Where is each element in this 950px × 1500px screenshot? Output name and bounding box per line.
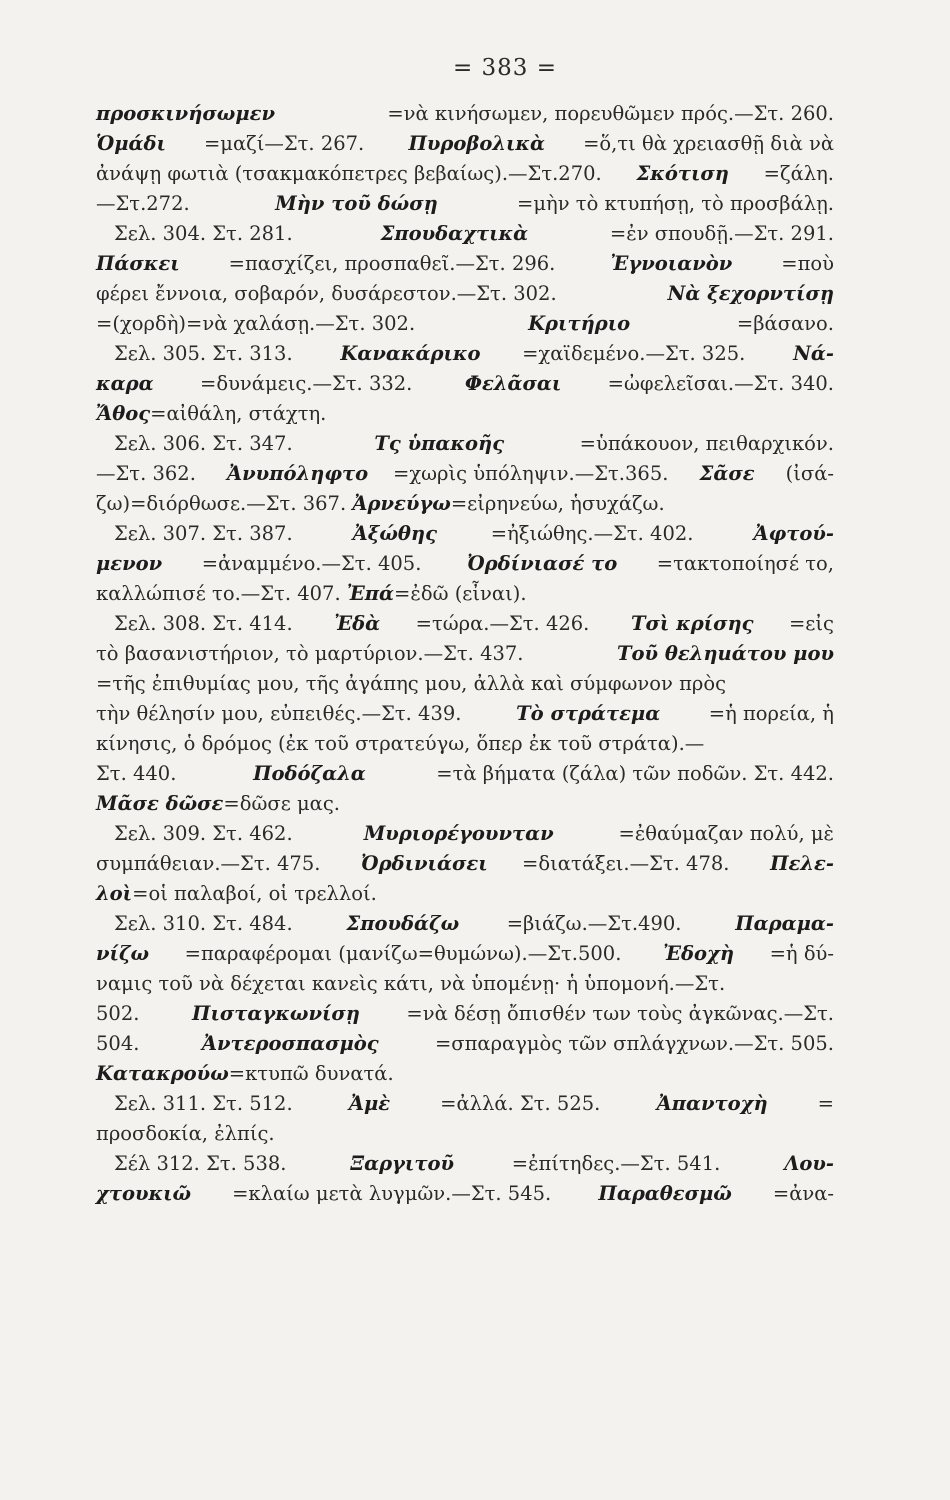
definition-text: =τακτοποίησέ το, [656, 552, 834, 575]
text-line [96, 969, 834, 999]
glossary-term: μενον [96, 552, 163, 575]
text-line [96, 429, 834, 459]
definition-text: (ἰσά- [779, 462, 834, 485]
definition-text: =χαϊδεμένο.—Στ. 325. [522, 342, 752, 365]
definition-text: =κτυπῶ δυνατά. [228, 1062, 394, 1085]
definition-text: =εἰρηνεύω, ἡσυχάζω. [450, 492, 665, 515]
text-line [96, 519, 834, 549]
definition-text: =δυνάμεις.—Στ. 332. [199, 372, 419, 395]
definition-text: τὸ βασανιστήριον, τὸ μαρτύριον.—Στ. 437. [96, 642, 530, 665]
text-line [96, 999, 834, 1029]
definition-text: =ἐδῶ (εἶναι). [394, 582, 527, 605]
definition-text: =δῶσε μας. [223, 792, 340, 815]
definition-text: ἀνάψῃ φωτιὰ (τσακμακόπετρες βεβαίως).—Στ.270. [96, 162, 602, 185]
text-line [96, 459, 834, 489]
glossary-term: Σκότιση [636, 162, 729, 185]
definition-text: =νὰ δέσῃ ὄπισθέν των τοὺς ἀγκῶνας.—Στ. [406, 1002, 834, 1025]
definition-text: =χωρὶς ὑπόληψιν.—Στ.365. [393, 462, 675, 485]
text-line [96, 549, 834, 579]
text-line [96, 489, 834, 519]
glossary-term: Ἐπά [346, 582, 395, 605]
glossary-term: Παραμα- [735, 912, 834, 935]
text-line [96, 1179, 834, 1209]
definition-text: 502. [96, 1002, 146, 1025]
document-page [96, 55, 834, 1209]
text-line [96, 399, 834, 429]
definition-text: =βιάζω.—Στ.490. [506, 912, 688, 935]
text-line [96, 279, 834, 309]
glossary-term: Μυριορέγουνταν [363, 822, 554, 845]
text-line [96, 219, 834, 249]
glossary-term: Ὀρδινιάσει [361, 852, 488, 875]
glossary-term: Παραθεσμῶ [598, 1182, 732, 1205]
definition-text: τὴν θέλησίν μου, εὐπειθές.—Στ. 439. [96, 702, 468, 725]
definition-text: =ἐθαύμαζαν πολύ, μὲ [618, 822, 834, 845]
glossary-term: Τοῦ θεληuάτου μου [617, 642, 834, 665]
glossary-term: Ὀρδίνιασέ το [467, 552, 618, 575]
text-line [96, 609, 834, 639]
text-line [96, 189, 834, 219]
definition-text: —Στ.272. [96, 192, 196, 215]
definition-text: =μὴν τὸ κτυπήσῃ, τὸ προσβάλῃ. [517, 192, 834, 215]
definition-text: Σελ. 304. Στ. 281. [114, 222, 299, 245]
text-line [96, 759, 834, 789]
glossary-term: Τς ὑπακοῆς [374, 432, 505, 455]
glossary-term: χτουκιῶ [96, 1182, 192, 1205]
glossary-term: Σπουδαχτικὰ [380, 222, 529, 245]
definition-text: =αἰθάλη, στάχτη. [150, 402, 327, 425]
definition-text: συμπάθειαν.—Στ. 475. [96, 852, 327, 875]
definition-text: Σελ. 308. Στ. 414. [114, 612, 299, 635]
text-line [96, 1029, 834, 1059]
definition-text: καλλώπισέ το.—Στ. 407. [96, 582, 347, 605]
definition-text: Σελ. 309. Στ. 462. [114, 822, 299, 845]
glossary-term: Ἀνυπόληφτο [227, 462, 369, 485]
text-line [96, 249, 834, 279]
glossary-term: λοὶ [96, 882, 133, 905]
glossary-term: Πυροβολικὰ [408, 132, 546, 155]
glossary-term: καρα [96, 372, 154, 395]
definition-text: = [817, 1092, 834, 1115]
glossary-term: Σπουδάζω [346, 912, 460, 935]
glossary-term: Ἀφτού- [753, 522, 834, 545]
definition-text: προσδοκία, ἐλπίς. [96, 1122, 275, 1145]
definition-text: =εἰς [788, 612, 834, 635]
glossary-term: προσκινήσωμεν [96, 102, 275, 125]
definition-text: Σελ. 307. Στ. 387. [114, 522, 299, 545]
text-line [96, 579, 834, 609]
text-line [96, 909, 834, 939]
glossary-term: Φελᾶσαι [464, 372, 562, 395]
definition-text: =ὅ,τι θὰ χρειασθῇ διὰ νὰ [583, 132, 834, 155]
definition-text: =ἐπίτηδες.—Στ. 541. [511, 1152, 727, 1175]
glossary-term: Ποδόζαλα [253, 762, 366, 785]
text-line [96, 1119, 834, 1149]
definition-text: Σέλ 312. Στ. 538. [114, 1152, 293, 1175]
definition-text: =τώρα.—Στ. 426. [415, 612, 596, 635]
glossary-term: Ἐδοχὴ [663, 942, 735, 965]
glossary-term: Ἀρνεύγω [352, 492, 451, 515]
glossary-term: Ἀξώθης [352, 522, 437, 545]
definition-text: =ὠφελεῖσαι.—Στ. 340. [607, 372, 834, 395]
text-line [96, 939, 834, 969]
glossary-term: νίζω [96, 942, 150, 965]
glossary-term: Μὴν τοῦ δώσῃ [275, 192, 438, 215]
definition-text: ζω)=διόρθωσε.—Στ. 367. [96, 492, 353, 515]
definition-text: =ἐν σπουδῇ.—Στ. 291. [609, 222, 834, 245]
text-line [96, 129, 834, 159]
glossary-term: Τὸ στράτεμα [516, 702, 661, 725]
definition-text: Στ. 440. [96, 762, 183, 785]
definition-text: =ὑπάκουον, πειθαρχικόν. [579, 432, 834, 455]
definition-text: Σελ. 311. Στ. 512. [114, 1092, 299, 1115]
text-line [96, 1089, 834, 1119]
glossary-term: Ξαργιτοῦ [350, 1152, 455, 1175]
definition-text: =οἱ παλαβοί, οἱ τρελλοί. [132, 882, 377, 905]
text-line [96, 369, 834, 399]
definition-text: κίνησις, ὁ δρόμος (ἐκ τοῦ στρατεύγω, ὅπερ ἐκ τοῦ στράτα).— [96, 732, 705, 755]
glossary-term: Νὰ ξεχορντίσῃ [667, 282, 834, 305]
definition-text: =(χορδὴ)=νὰ χαλάσῃ.—Στ. 302. [96, 312, 422, 335]
glossary-term: Πάσκει [96, 252, 180, 275]
definition-text: 504. [96, 1032, 146, 1055]
text-line [96, 1149, 834, 1179]
definition-text: =μαζί—Στ. 267. [203, 132, 371, 155]
text-line [96, 1059, 834, 1089]
glossary-term: Ἄθος [96, 402, 151, 425]
definition-text: =τῆς ἐπιθυμίας μου, τῆς ἀγάπης μου, ἀλλὰ καὶ σύμφωνον πρὸς [96, 672, 727, 695]
glossary-term: Ἀντεροσπασμὸς [201, 1032, 379, 1055]
definition-text: ναμις τοῦ νὰ δέχεται κανεὶς κάτι, νὰ ὑπομένῃ· ἡ ὑπομονή.—Στ. [96, 972, 726, 995]
text-line [96, 159, 834, 189]
definition-text: =ζάλη. [763, 162, 834, 185]
text-line [96, 699, 834, 729]
text-line [96, 339, 834, 369]
text-line [96, 99, 834, 129]
definition-text: φέρει ἔννοια, σοβαρόν, δυσάρεστον.—Στ. 302. [96, 282, 563, 305]
glossary-term: Ἐγνοιανὸν [610, 252, 733, 275]
text-line [96, 639, 834, 669]
definition-text: Σελ. 305. Στ. 313. [114, 342, 299, 365]
text-line [96, 669, 834, 699]
text-line [96, 789, 834, 819]
definition-text: =ἀλλά. Στ. 525. [440, 1092, 607, 1115]
glossary-term: Κατακρούω [96, 1062, 229, 1085]
definition-text: =ἡ πορεία, ἡ [708, 702, 834, 725]
glossary-term: Πισταγκωνίσῃ [192, 1002, 360, 1025]
definition-text: =ἠξιώθης.—Στ. 402. [490, 522, 700, 545]
glossary-term: Σᾶσε [699, 462, 755, 485]
glossary-term: Ὁμάδι [96, 132, 166, 155]
definition-text: Σελ. 306. Στ. 347. [114, 432, 299, 455]
definition-text: —Στ. 362. [96, 462, 203, 485]
definition-text: =διατάξει.—Στ. 478. [522, 852, 736, 875]
definition-text: =ἀναμμένο.—Στ. 405. [201, 552, 428, 575]
glossary-term: Ἀμὲ [348, 1092, 391, 1115]
glossary-term: Μᾶσε δῶσε [96, 792, 224, 815]
definition-text: =ἀνα- [772, 1182, 834, 1205]
glossary-term: Πελε- [770, 852, 834, 875]
definition-text: =κλαίω μετὰ λυγμῶν.—Στ. 545. [232, 1182, 558, 1205]
definition-text: =σπαραγμὸς τῶν σπλάγχνων.—Στ. 505. [434, 1032, 834, 1055]
definition-text: =ποὺ [781, 252, 834, 275]
definition-text: =ἡ δύ- [769, 942, 834, 965]
text-line [96, 879, 834, 909]
page-number: = 383 = [452, 55, 558, 81]
definition-text: =παραφέρομαι (μανίζω=θυμώνω).—Στ.500. [184, 942, 628, 965]
glossary-term: Τσὶ κρίσης [630, 612, 754, 635]
glossary-term: Κριτήριο [528, 312, 631, 335]
glossary-term: Κανακάρικο [340, 342, 481, 365]
glossary-text [96, 99, 834, 1209]
definition-text: =πασχίζει, προσπαθεῖ.—Στ. 296. [228, 252, 562, 275]
definition-text: =τὰ βήματα (ζάλα) τῶν ποδῶν. Στ. 442. [436, 762, 834, 785]
definition-text: =νὰ κινήσωμεν, πορευθῶμεν πρός.—Στ. 260. [387, 102, 834, 125]
text-line [96, 729, 834, 759]
glossary-term: Νά- [793, 342, 834, 365]
text-line [96, 849, 834, 879]
glossary-term: Λου- [784, 1152, 834, 1175]
definition-text: =βάσανο. [736, 312, 834, 335]
text-line [96, 819, 834, 849]
text-line [96, 309, 834, 339]
glossary-term: Ἐδὰ [334, 612, 381, 635]
definition-text: Σελ. 310. Στ. 484. [114, 912, 299, 935]
glossary-term: Ἀπαντοχὴ [656, 1092, 768, 1115]
